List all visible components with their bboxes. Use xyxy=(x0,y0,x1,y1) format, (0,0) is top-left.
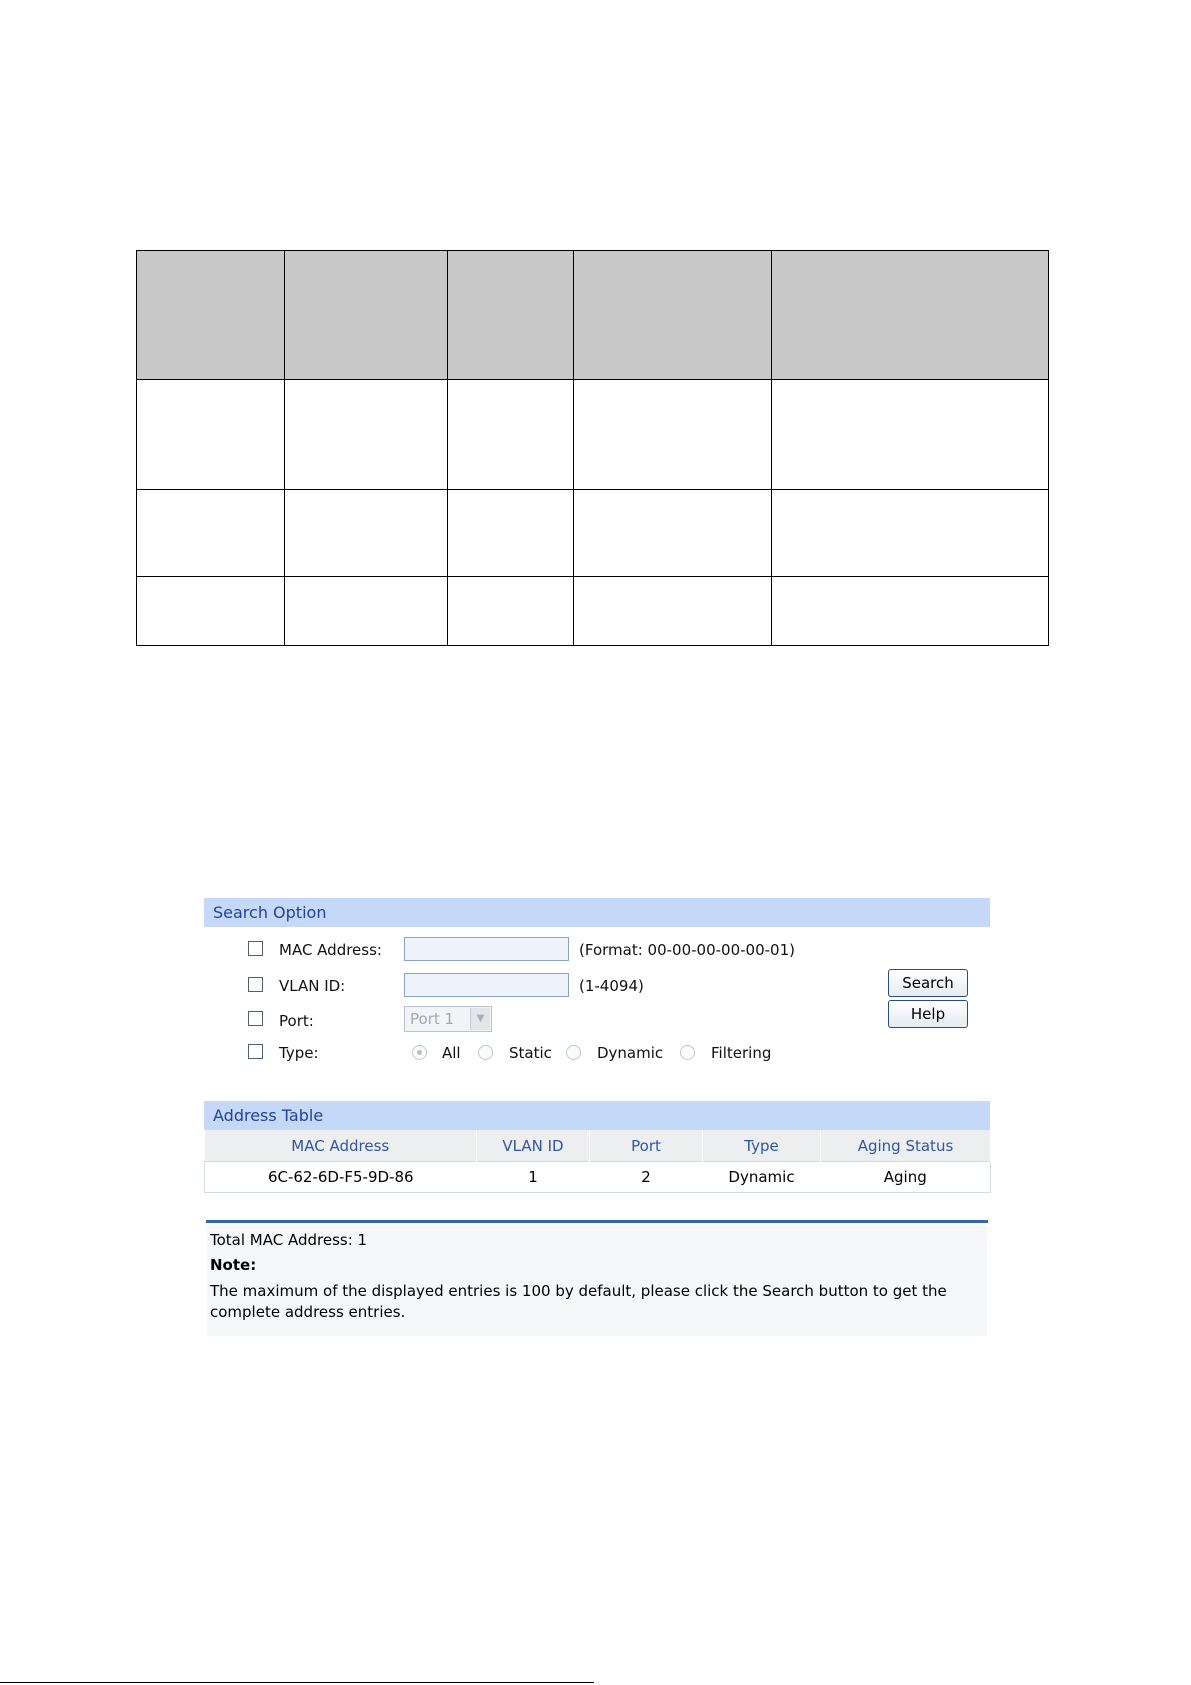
port-select-value: Port 1 xyxy=(410,1010,455,1028)
table-cell xyxy=(448,577,574,646)
table-header-row xyxy=(137,251,1049,380)
total-mac-address: Total MAC Address: 1 xyxy=(210,1231,368,1249)
address-table xyxy=(204,1130,991,1193)
page-footnote-rule xyxy=(0,1682,594,1683)
type-dynamic-radio[interactable] xyxy=(566,1045,581,1060)
address-table-header: Address Table xyxy=(204,1101,990,1130)
note-label: Note: xyxy=(210,1256,257,1274)
address-table-column-headers xyxy=(205,1130,991,1162)
port-label: Port: xyxy=(279,1012,314,1030)
table-header-cell xyxy=(285,251,448,380)
mac-address-format-hint: (Format: 00-00-00-00-00-01) xyxy=(579,941,795,959)
table-cell xyxy=(772,577,1049,646)
table-row xyxy=(137,380,1049,490)
table-header-cell xyxy=(448,251,574,380)
type-filtering-radio[interactable] xyxy=(680,1045,695,1060)
column-header-aging-status: Aging Status xyxy=(821,1130,991,1162)
search-button[interactable]: Search xyxy=(888,969,968,997)
column-header-type: Type xyxy=(703,1130,821,1162)
search-option-header: Search Option xyxy=(204,898,990,927)
vlan-id-range-hint: (1-4094) xyxy=(579,977,644,995)
table-header-cell xyxy=(772,251,1049,380)
column-header-mac-address: MAC Address xyxy=(205,1130,477,1162)
table-row xyxy=(137,490,1049,577)
table-cell xyxy=(448,380,574,490)
vlan-id-cell: 1 xyxy=(477,1162,590,1193)
table-cell xyxy=(772,380,1049,490)
mac-address-label: MAC Address: xyxy=(279,941,382,959)
table-header-cell xyxy=(137,251,285,380)
mac-address-checkbox[interactable] xyxy=(248,941,263,956)
table-cell xyxy=(285,490,448,577)
type-all-label: All xyxy=(442,1044,461,1062)
type-all-radio[interactable] xyxy=(412,1045,427,1060)
vlan-id-input[interactable] xyxy=(404,973,569,997)
type-label: Type: xyxy=(279,1044,319,1062)
table-cell xyxy=(137,577,285,646)
column-header-port: Port xyxy=(590,1130,703,1162)
table-cell xyxy=(574,380,772,490)
table-cell xyxy=(574,490,772,577)
mac-address-input[interactable] xyxy=(404,937,569,961)
type-static-radio[interactable] xyxy=(478,1045,493,1060)
note-text-line-2: complete address entries. xyxy=(210,1303,406,1321)
footer-divider xyxy=(206,1220,988,1223)
mac-address-table-screenshot xyxy=(204,898,990,1336)
vlan-id-label: VLAN ID: xyxy=(279,977,346,995)
aging-status-cell: Aging xyxy=(821,1162,991,1193)
type-static-label: Static xyxy=(509,1044,552,1062)
type-checkbox[interactable] xyxy=(248,1044,263,1059)
port-cell: 2 xyxy=(590,1162,703,1193)
type-dynamic-label: Dynamic xyxy=(597,1044,664,1062)
footer-panel xyxy=(207,1225,987,1336)
help-button[interactable]: Help xyxy=(888,1000,968,1028)
vlan-id-checkbox[interactable] xyxy=(248,977,263,992)
column-header-vlan-id: VLAN ID xyxy=(477,1130,590,1162)
type-filtering-label: Filtering xyxy=(711,1044,772,1062)
table-cell xyxy=(448,490,574,577)
chevron-down-icon: ▼ xyxy=(470,1008,490,1030)
table-row xyxy=(137,577,1049,646)
table-cell xyxy=(574,577,772,646)
table-cell xyxy=(137,380,285,490)
table-cell xyxy=(137,490,285,577)
document-table xyxy=(136,250,1049,646)
table-cell xyxy=(772,490,1049,577)
table-header-cell xyxy=(574,251,772,380)
note-text-line-1: The maximum of the displayed entries is 100 by default, please click the Search button to get the xyxy=(210,1282,947,1300)
table-cell xyxy=(285,577,448,646)
table-row xyxy=(205,1162,991,1193)
type-cell: Dynamic xyxy=(703,1162,821,1193)
port-select[interactable] xyxy=(404,1006,492,1032)
table-cell xyxy=(285,380,448,490)
port-checkbox[interactable] xyxy=(248,1011,263,1026)
mac-address-cell: 6C-62-6D-F5-9D-86 xyxy=(205,1162,477,1193)
